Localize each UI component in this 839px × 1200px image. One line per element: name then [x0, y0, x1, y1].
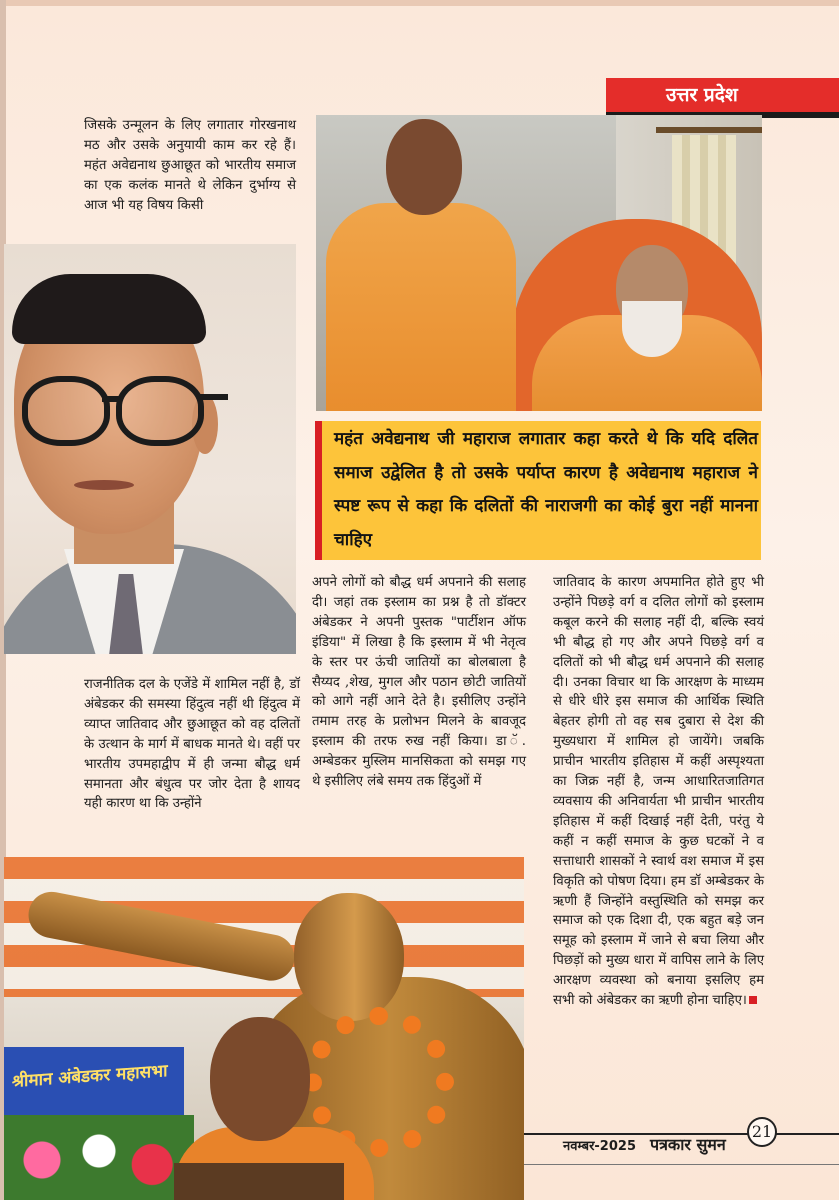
statue-speech-photo-image: [4, 857, 524, 1200]
footer-magazine-name: पत्रकार सुमन: [650, 1135, 726, 1154]
section-label: उत्तर प्रदेश: [666, 84, 738, 106]
article-right-column-body: जातिवाद के कारण अपमानित होते हुए भी उन्होंने पिछड़े वर्ग व दलित लोगों को इस्लाम कबूल करने की सलाह नहीं दी, बल्कि स्वयं भी बौद्ध हो गए और अपने पिछड़े वर्ग व दलितों को भी बौद्ध धर्म अपनाने की सलाह दी। उनका विचार था कि आरक्षण के माध्यम से धीरे धीरे इस समाज की आर्थिक स्थिति बेहतर होगी तो वह सब दुबारा से देश की मुख्यधारा में शामिल हो जायेंगे। जबकि प्राचीन भारतीय इतिहास में कहीं अस्पृश्यता का जिक्र नहीं है, जन्म आधारितजातिगत व्यवसाय की अनिवार्यता भी प्राचीन भारतीय इतिहास में कहीं दिखाई नहीं देती, परंतु ये कहीं न कहीं समाज के कुछ घटकों ने व सत्ताधारी शासकों ने स्वार्थ वश समाज में इस विकृति को पोषण दिया। हम डॉ अम्बेडकर के ऋणी हैं जिन्होंने वस्तुस्थिति को समझ कर समाज को एक दिशा दी, एक बहुत बड़े जन समूह को इस्लाम में जाने से बचा लिया और पिछड़ों को मुख्य धारा में वापिस लाने के लिए आरक्षण व्यवस्था को बनाया इसलिए हम सभी को अंबेडकर का ऋणी होना चाहिए।: [553, 575, 764, 1009]
photo-two-monks-image: [316, 115, 762, 411]
article-intro-text: जिसके उन्मूलन के लिए लगातार गोरखनाथ मठ और उसके अनुयायी काम कर रहे हैं। महंत अवेद्यनाथ छुआछूत को भारतीय समाज का एक कलंक मानते थे लेकिन दुर्भाग्य से आज भी यह विषय किसी: [84, 118, 296, 213]
ambedkar-portrait-image: [4, 244, 296, 654]
section-banner: [606, 78, 839, 112]
article-left-column-text: राजनीतिक दल के एजेंडे में शामिल नहीं है, डॉ अंबेडकर की समस्या हिंदुत्व नहीं थी हिंदुत्व में व्याप्त जातिवाद और छुआछूत को वह दलितों के उत्थान के मार्ग में बाधक मानते थे। वहीं पर भारतीय उपमहाद्वीप में ही जन्मा बौद्ध धर्म समानता और बंधुत्व पर जोर देता है शायद यही कारण था कि उन्होंने: [84, 677, 300, 812]
footer-divider-bottom: [524, 1164, 839, 1165]
pull-quote-box: [315, 421, 761, 560]
photo-banner-text: श्रीमान अंबेडकर महासभा: [12, 1061, 168, 1092]
page-number-badge: 21: [747, 1117, 777, 1147]
top-border: [0, 0, 839, 6]
article-end-mark: [749, 996, 757, 1004]
pull-quote-text: महंत अवेद्यनाथ जी महाराज लगातार कहा करते थे कि यदि दलित समाज उद्वेलित है तो उसके पर्याप्त कारण है अवेद्यनाथ महाराज ने स्पष्ट रूप से कहा कि दलितों की नाराजगी का कोई बुरा नहीं मानना चाहिए: [334, 429, 758, 550]
article-right-column-text: [553, 573, 764, 1011]
article-middle-column-text: अपने लोगों को बौद्ध धर्म अपनाने की सलाह दी। जहां तक इस्लाम का प्रश्न है तो डॉक्टर अंबेडकर ने अपनी पुस्तक "पार्टीशन ऑफ इंडिया" में लिखा है कि इस्लाम में भी नेतृत्व के स्तर पर ऊंची जातियों का बोलबाला है सैय्यद ,शेख, मुगल और पठान छोटी जातियों को आगे नहीं आने देते है। इसीलिए उन्होंने तमाम तरह के प्रलोभन मिलने के बावजूद इस्लाम की तरफ रुख नहीं किया। डा ॅ. अम्बेडकर मुस्लिम मानसिकता को समझ गए थे इसीलिए लंबे समय तक हिंदुओं में: [312, 575, 526, 790]
footer-issue-date: नवम्बर-2025: [563, 1139, 636, 1154]
